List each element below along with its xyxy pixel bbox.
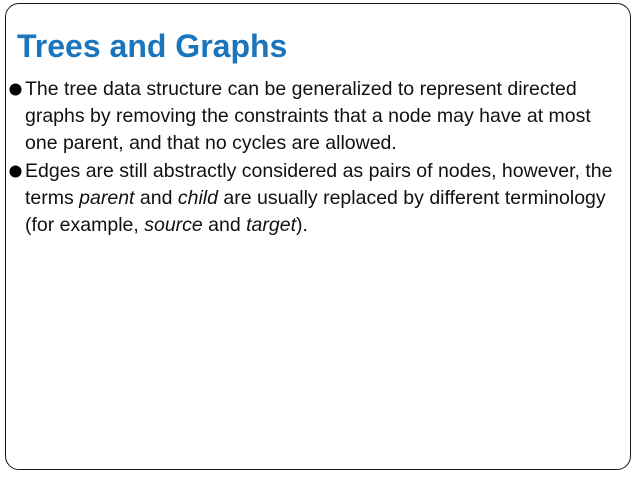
bullet-dot-icon	[9, 165, 22, 178]
bullet-item-1	[9, 76, 615, 157]
bullet-text: Edges are still abstractly considered as pairs of nodes, however, the terms parent and child are usually replaced by different terminology (for example, source and target).	[25, 160, 613, 236]
term-source: source	[144, 214, 203, 236]
bullet-text: The tree data structure can be generalized to represent directed graphs by removing the constraints that a node may have at most one parent, and that no cycles are allowed.	[25, 78, 591, 154]
bullet-dot-icon	[9, 83, 22, 96]
term-parent: parent	[79, 187, 135, 209]
slide-title: Trees and Graphs	[17, 28, 288, 64]
term-child: child	[177, 187, 218, 209]
bullet-item-2	[9, 158, 615, 239]
term-target: target	[246, 214, 296, 236]
bullet-list	[9, 76, 615, 239]
